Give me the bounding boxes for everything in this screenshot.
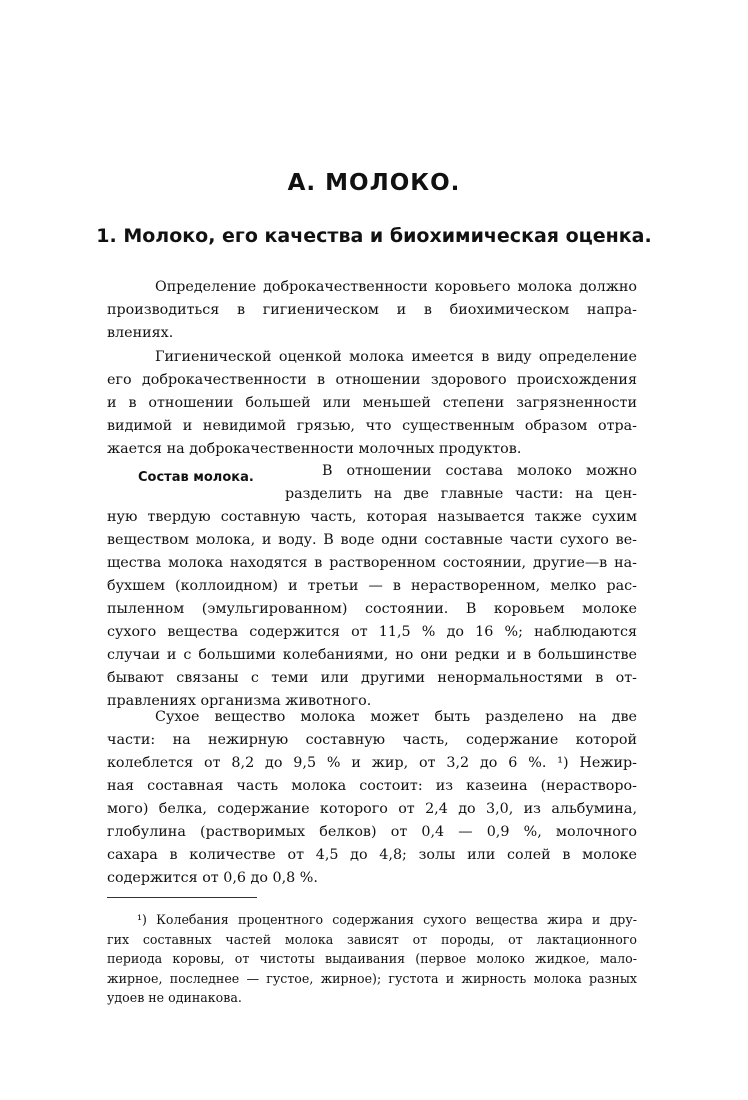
text-line: Гигиенической оценкой молока имеется в виду определение: [155, 349, 637, 365]
text-line: бухшем (коллоидном) и третьи — в нерастворенном, мелко рас-: [107, 578, 637, 594]
text-line: правлениях организма животного.: [107, 693, 372, 709]
text-line: ная составная часть молока состоит: из казеина (нерастворо-: [107, 778, 637, 794]
chapter-title: А. МОЛОКО.: [287, 170, 461, 196]
footnote-divider: [107, 897, 257, 898]
text-line: веществом молока, и воду. В воде одни составные части сухого ве-: [107, 532, 637, 548]
paragraph-2: [107, 346, 637, 461]
text-line: и в отношении большей или меньшей степени загрязненности: [107, 395, 637, 411]
footnote-line: гих составных частей молока зависят от породы, от лактационного: [107, 931, 637, 947]
text-line: его доброкачественности в отношении здорового происхождения: [107, 372, 637, 388]
side-heading: Состав молока.: [138, 470, 254, 485]
text-line: видимой и невидимой грязью, что существенным образом отра-: [107, 418, 637, 434]
text-line: сахара в количестве от 4,5 до 4,8; золы или солей в молоке: [107, 847, 637, 863]
footnote-line: ¹) Колебания процентного содержания сухого вещества жира и дру-: [137, 912, 637, 927]
section-title: 1. Молоко, его качества и биохимическая оценка.: [96, 225, 652, 247]
text-line: пыленном (эмульгированном) состоянии. В коровьем молоке: [107, 601, 637, 617]
paragraph-3: [107, 460, 637, 713]
text-line: Сухое вещество молока может быть разделено на две: [155, 709, 637, 725]
text-line: разделить на две главные части: на цен-: [285, 486, 637, 502]
text-line: производиться в гигиеническом и в биохимическом напра-: [107, 302, 637, 318]
text-line: В отношении состава молоко можно: [322, 463, 637, 479]
footnote-line: удоев не одинакова.: [107, 990, 242, 1005]
paragraph-1: [107, 276, 637, 345]
text-line: Определение доброкачественности коровьего молока должно: [155, 279, 637, 295]
text-line: случаи и с большими колебаниями, но они редки и в большинстве: [107, 647, 637, 663]
text-line: жается на доброкачественности молочных продуктов.: [107, 441, 522, 457]
text-line: мого) белка, содержание которого от 2,4 до 3,0, из альбумина,: [107, 801, 637, 817]
footnote-line: жирное, последнее — густое, жирное); густота и жирность молока разных: [107, 970, 637, 986]
text-line: влениях.: [107, 325, 174, 341]
text-line: сухого вещества содержится от 11,5 % до 16 %; наблюдаются: [107, 624, 637, 640]
text-line: содержится от 0,6 до 0,8 %.: [107, 870, 318, 886]
text-line: колеблется от 8,2 до 9,5 % и жир, от 3,2 до 6 %. ¹) Нежир-: [107, 755, 637, 771]
text-line: глобулина (растворимых белков) от 0,4 — 0,9 %, молочного: [107, 824, 637, 840]
paragraph-4: [107, 706, 637, 890]
text-line: бывают связаны с теми или другими ненормальностями в от-: [107, 670, 637, 686]
text-line: щества молока находятся в растворенном состоянии, другие—в на-: [107, 555, 637, 571]
text-line: части: на нежирную составную часть, содержание которой: [107, 732, 637, 748]
text-line: ную твердую составную часть, которая называется также сухим: [107, 509, 637, 525]
footnote-line: периода коровы, от чистоты выдаивания (первое молоко жидкое, мало-: [107, 951, 637, 966]
footnote: [107, 910, 637, 1008]
